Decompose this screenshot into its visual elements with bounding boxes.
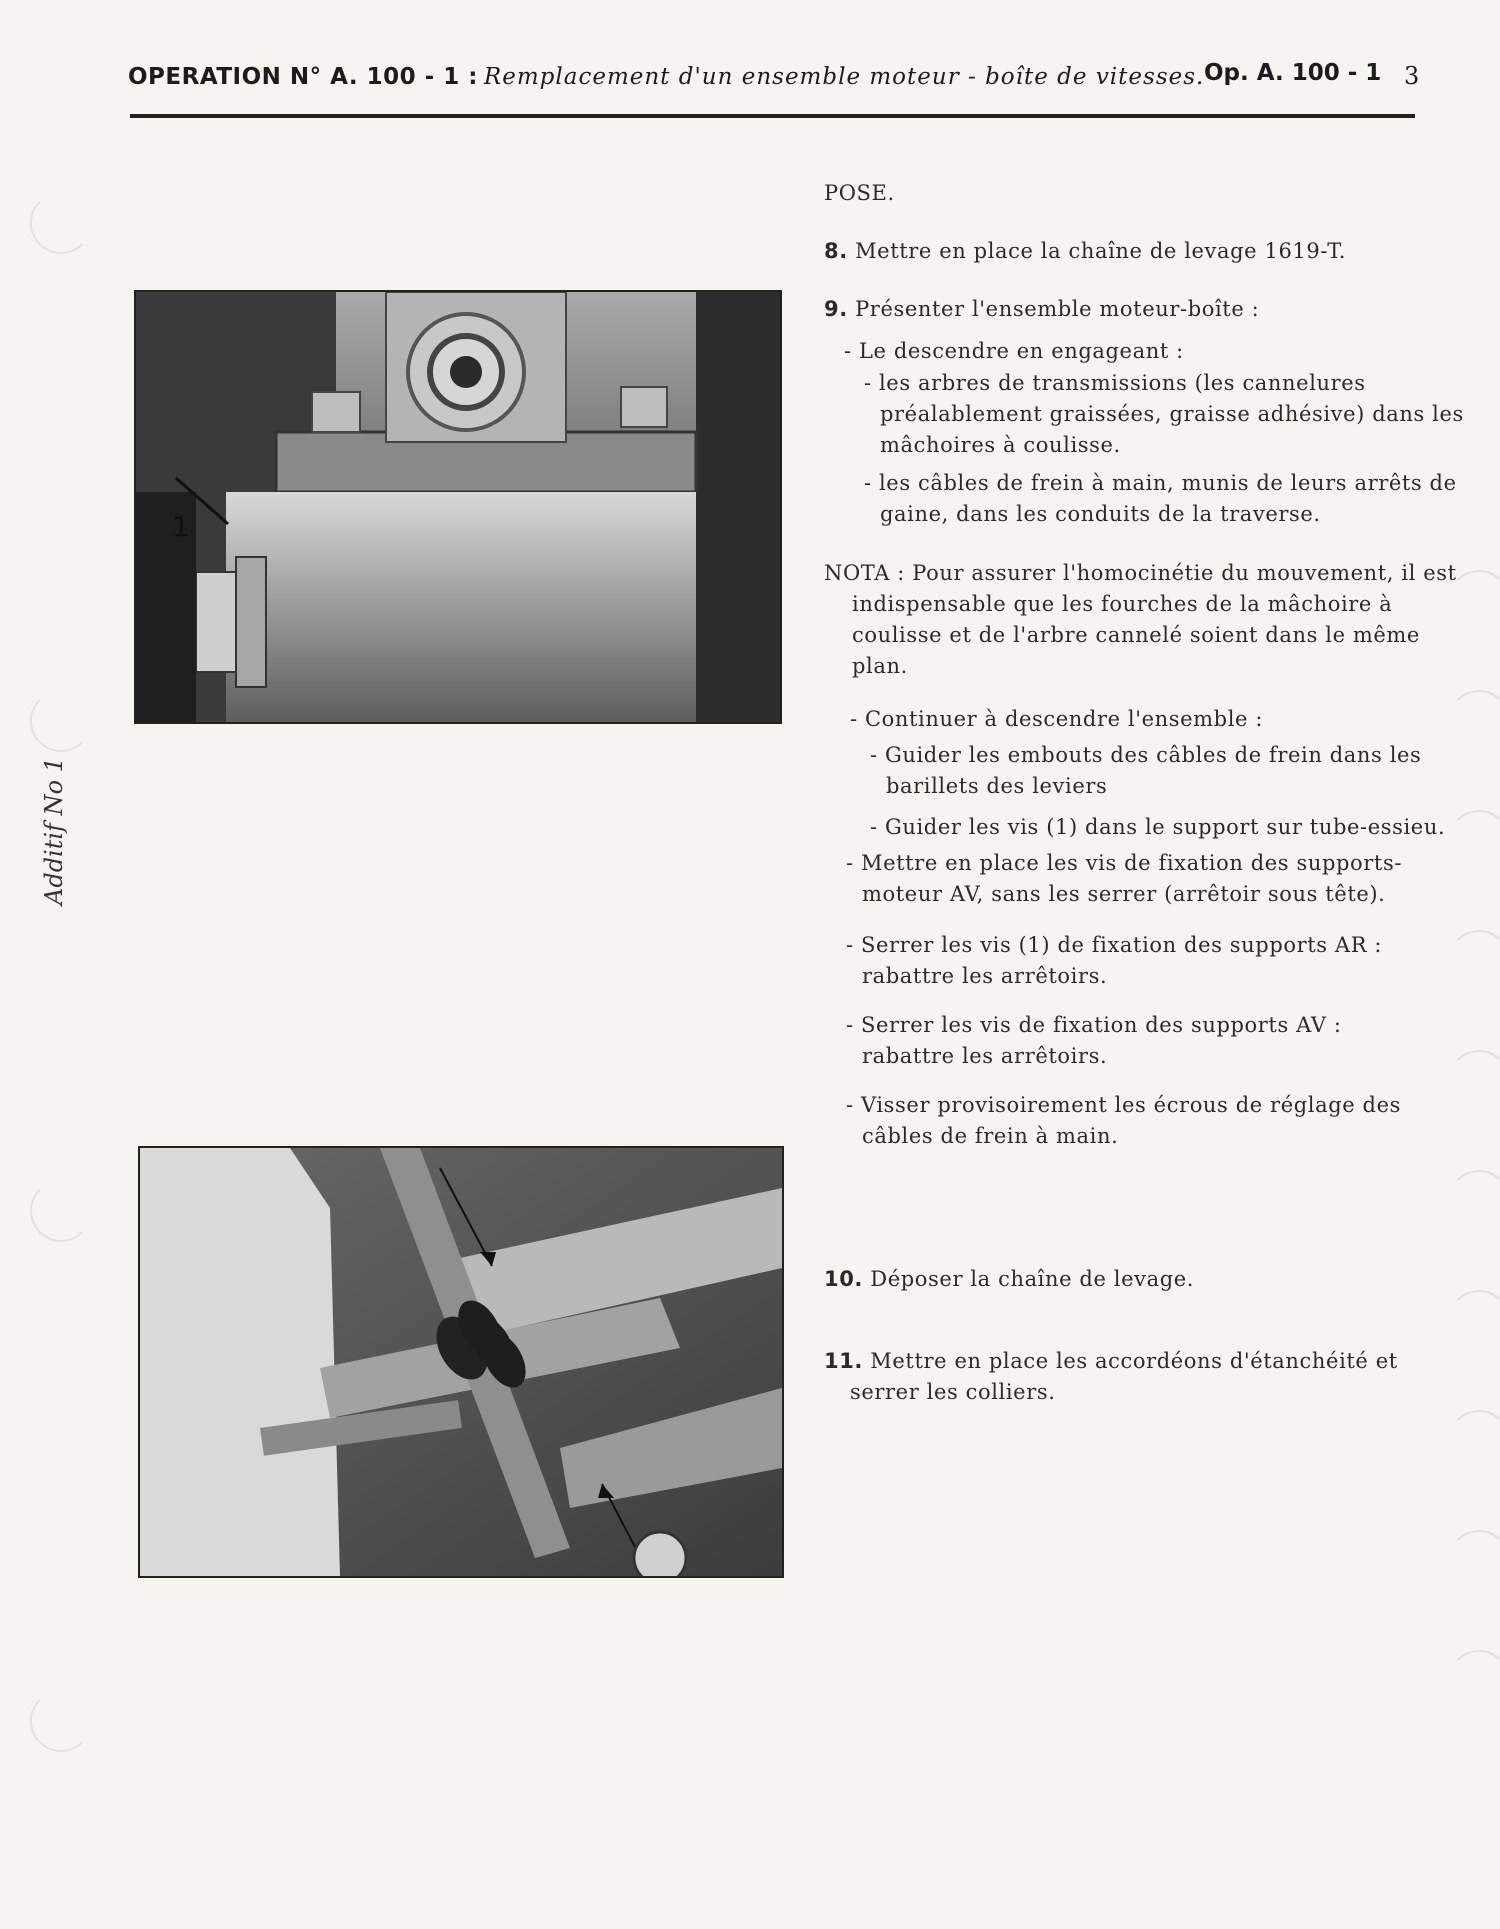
binder-hole-mark [1448,1170,1500,1232]
step-9 [824,294,1464,325]
step-number: 11. [824,1349,864,1373]
list-item: - Continuer à descendre l'ensemble : [850,707,1263,731]
step-text: Mettre en place les accordéons d'étanchéité et serrer les colliers. [850,1349,1398,1404]
binder-hole-mark [30,690,92,752]
figure-gearbox-support-photo [134,290,782,724]
step-8 [824,236,1464,267]
binder-hole-mark [1448,1410,1500,1472]
binder-hole-mark [1448,930,1500,992]
page-number: 3 [1404,62,1420,90]
header-operation-title [128,64,1205,90]
header-rule [130,114,1415,118]
step-text: Mettre en place la chaîne de levage 1619-T. [855,239,1347,263]
figure-callout-label: 1 [172,510,190,543]
section-title: POSE. [824,181,895,205]
operation-title: Remplacement d'un ensemble moteur - boîte de vitesses. [483,64,1205,90]
binder-hole-mark [30,1180,92,1242]
step-number: 9. [824,297,848,321]
list-item: - Le descendre en engageant : [844,339,1184,363]
step-text: Déposer la chaîne de levage. [870,1267,1195,1291]
operation-number: OPERATION N° A. 100 - 1 : [128,64,478,90]
figure-driveshaft-photo [138,1146,784,1578]
list-item: - Guider les vis (1) dans le support sur tube-essieu. [870,815,1446,839]
list-item: - les câbles de frein à main, munis de leurs arrêts de gaine, dans les conduits de la traverse. [864,471,1457,526]
list-item: - Serrer les vis (1) de fixation des supports AR : rabattre les arrêtoirs. [846,933,1383,988]
binder-hole-mark [30,1690,92,1752]
step-10 [824,1264,1464,1295]
list-item: - Serrer les vis de fixation des supports AV : rabattre les arrêtoirs. [846,1013,1342,1068]
step-11 [824,1346,1430,1408]
operation-reference: Op. A. 100 - 1 [1204,60,1382,86]
list-item: - les arbres de transmissions (les cannelures préalablement graissées, graisse adhésive) dans les mâchoires à coulisse. [864,371,1464,457]
list-item: - Visser provisoirement les écrous de réglage des câbles de frein à main. [846,1093,1401,1148]
binder-hole-mark [1448,1290,1500,1352]
binder-hole-mark [1448,1530,1500,1592]
binder-hole-mark [30,192,92,254]
nota-paragraph: NOTA : Pour assurer l'homocinétie du mouvement, il est indispensable que les fourches de la mâchoire à coulisse et de l'arbre cannelé soient dans le même plan. [824,561,1457,678]
step-text: Présenter l'ensemble moteur-boîte : [855,297,1260,321]
margin-label: Additif No 1 [40,757,68,905]
binder-hole-mark [1448,1650,1500,1712]
step-number: 10. [824,1267,864,1291]
list-item: - Mettre en place les vis de fixation des supports-moteur AV, sans les serrer (arrêtoir sous tête). [846,851,1403,906]
list-item: - Guider les embouts des câbles de frein dans les barillets des leviers [870,743,1422,798]
step-number: 8. [824,239,848,263]
